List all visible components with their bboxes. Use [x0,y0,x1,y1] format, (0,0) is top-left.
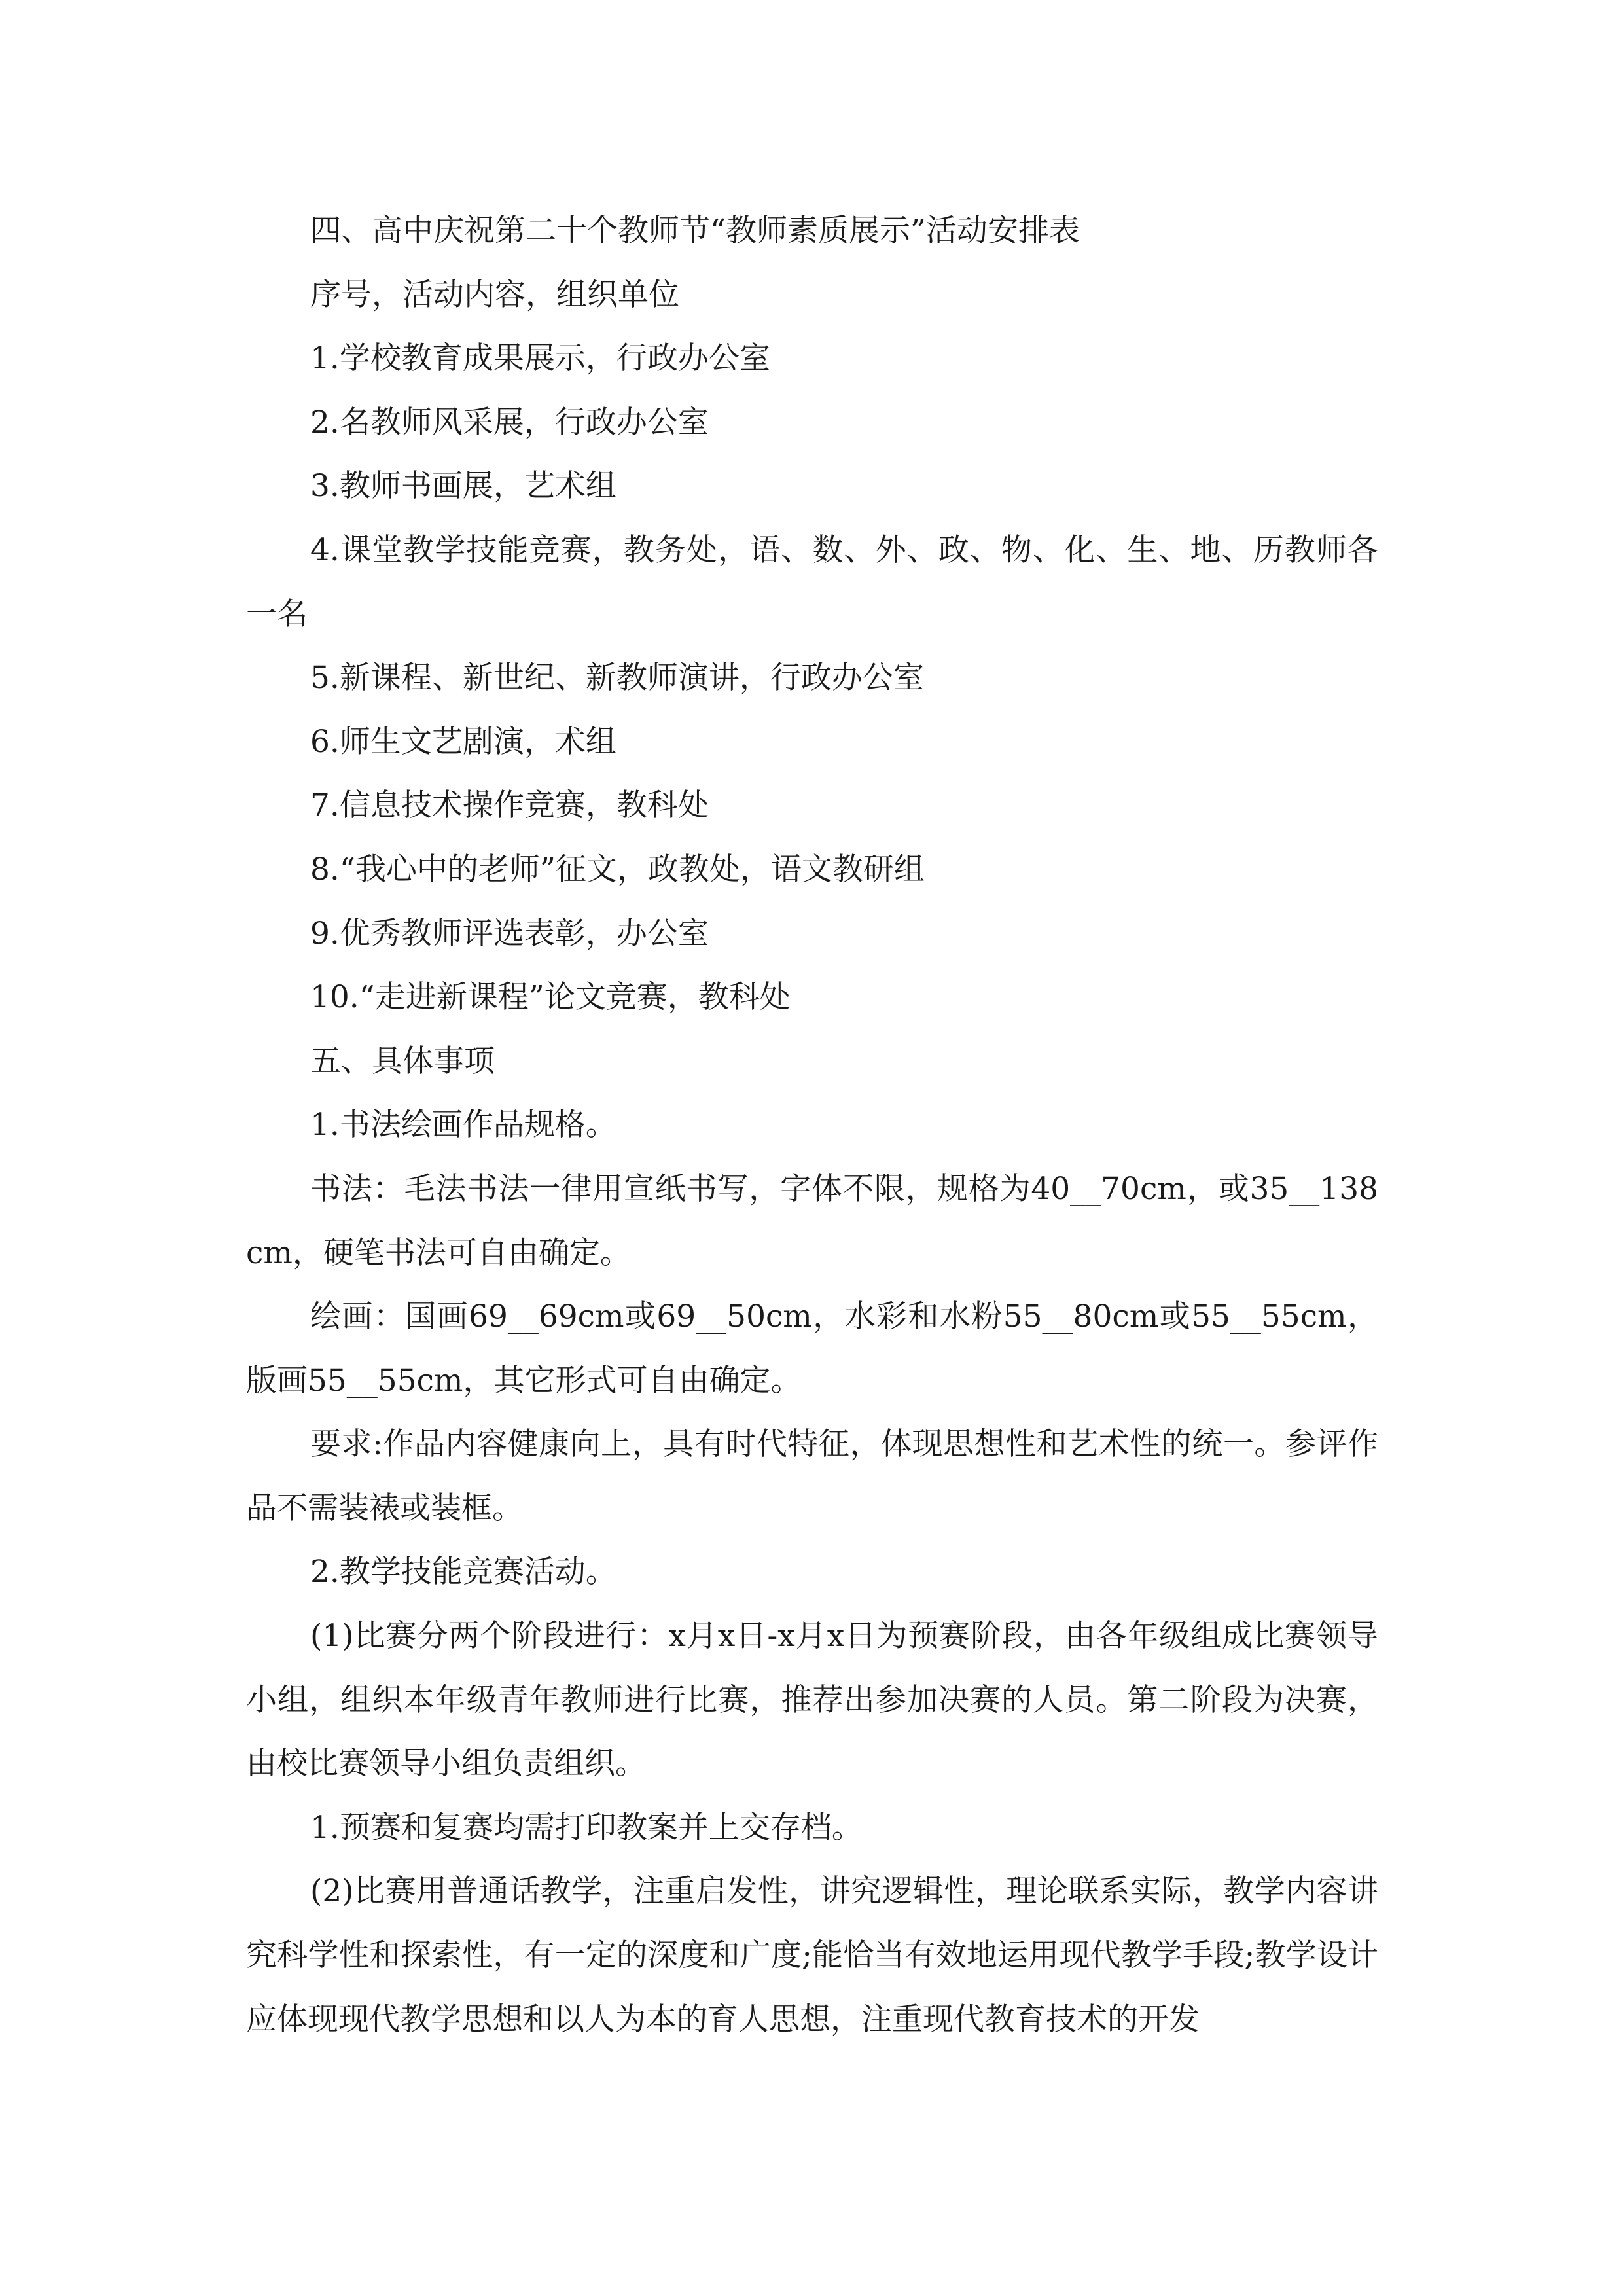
paragraph-lesson-plans: 1.预赛和复赛均需打印教案并上交存档。 [310,1809,863,1846]
paragraph-contest-stages: (1)比赛分两个阶段进行：x月x日-x月x日为预赛阶段，由各年级组成比赛领导小组，组织本年级青年教师进行比赛，推荐出参加决赛的人员。第二阶段为决赛，由校比赛领导小组负责组织。 [246,1618,1378,1782]
schedule-item: 5.新课程、新世纪、新教师演讲，行政办公室 [310,660,924,696]
section-heading-details: 五、具体事项 [310,1043,495,1079]
paragraph-contest-criteria: (2)比赛用普通话教学，注重启发性，讲究逻辑性，理论联系实际，教学内容讲究科学性和探索性，有一定的深度和广度;能恰当有效地运用现代教学手段;教学设计应体现现代教学思想和以人为本的育人思想，注重现代教育技术的开发 [246,1873,1378,2037]
schedule-item: 2.名教师风采展，行政办公室 [310,404,709,440]
schedule-item: 1.学校教育成果展示，行政办公室 [310,340,770,377]
schedule-item: 6.师生文艺剧演，术组 [310,723,616,760]
schedule-item: 10.“走进新课程”论文竞赛，教科处 [310,979,791,1016]
paragraph-calligraphy: 书法：毛法书法一律用宣纸书写，字体不限，规格为40__70cm，或35__138cm，硬笔书法可自由确定。 [246,1170,1378,1271]
schedule-item: 3.教师书画展，艺术组 [310,468,616,505]
schedule-item: 9.优秀教师评选表彰，办公室 [310,915,709,952]
section-heading-activity-schedule: 四、高中庆祝第二十个教师节“教师素质展示”活动安排表 [310,213,1080,249]
paragraph-requirements: 要求:作品内容健康向上，具有时代特征，体现思想性和艺术性的统一。参评作品不需装裱或装框。 [246,1426,1378,1526]
subheading-artwork-specs: 1.书法绘画作品规格。 [310,1107,616,1143]
table-header-line: 序号，活动内容，组织单位 [310,276,679,313]
schedule-item: 4.课堂教学技能竞赛，教务处，语、数、外、政、物、化、生、地、历教师各一名 [246,531,1378,632]
schedule-item: 7.信息技术操作竞赛，教科处 [310,787,709,824]
document-body [246,199,1378,2051]
schedule-item: 8.“我心中的老师”征文，政教处，语文教研组 [310,851,925,888]
subheading-teaching-contest: 2.教学技能竞赛活动。 [310,1554,616,1590]
paragraph-painting: 绘画：国画69__69cm或69__50cm，水彩和水粉55__80cm或55__55cm，版画55__55cm，其它形式可自由确定。 [246,1299,1378,1399]
